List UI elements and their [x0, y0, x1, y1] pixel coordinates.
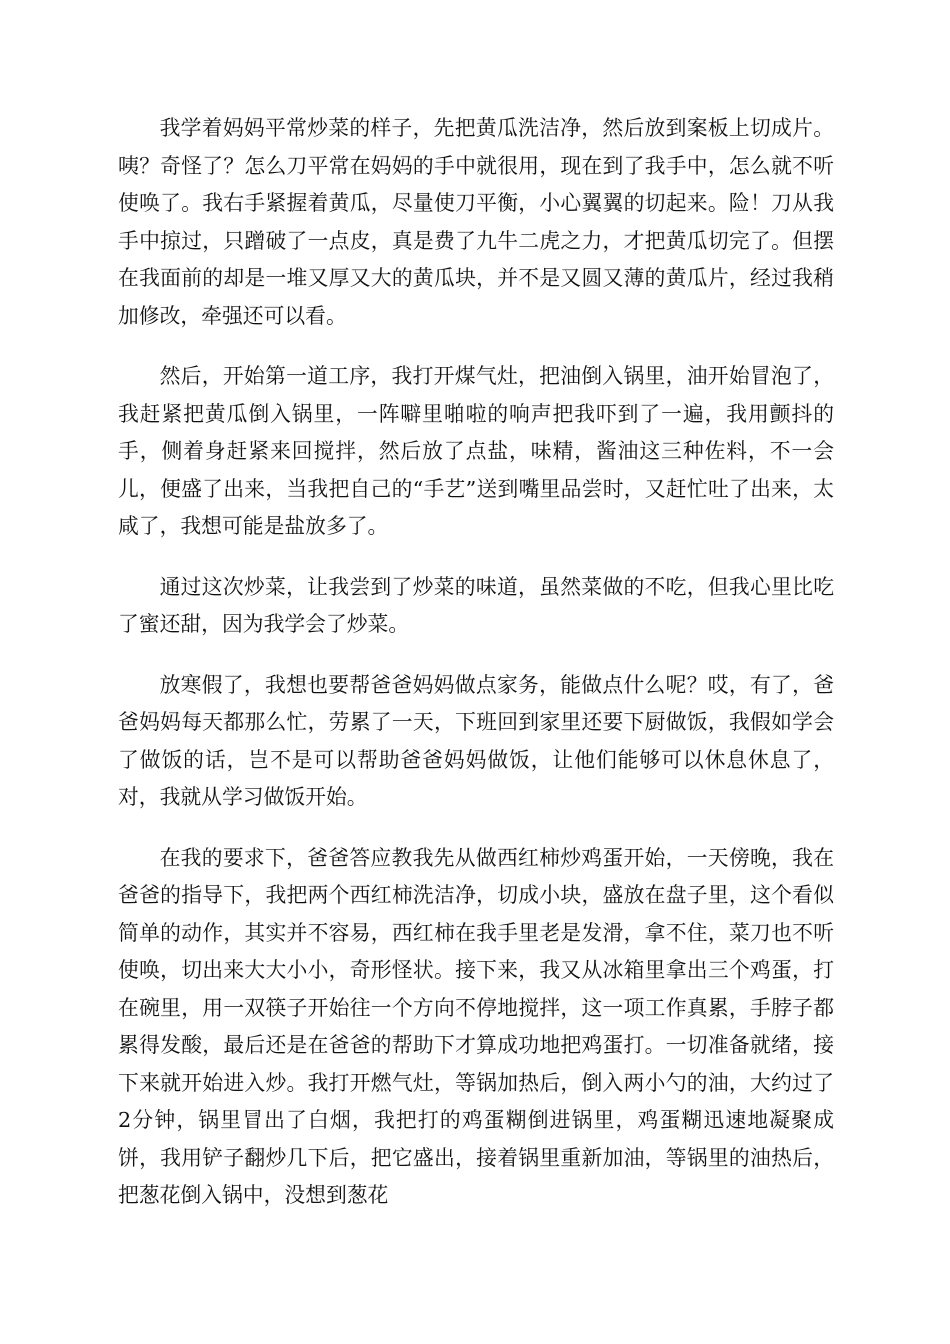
paragraph-1: 我学着妈妈平常炒菜的样子，先把黄瓜洗洁净，然后放到案板上切成片。咦？奇怪了？怎么刀平常在妈妈的手中就很用，现在到了我手中，怎么就不听使唤了。我右手紧握着黄瓜，尽量使刀平衡，小心翼翼的切起来。险！刀从我手中掠过，只蹭破了一点皮，真是费了九牛二虎之力，才把黄瓜切完了。但摆在我面前的却是一堆又厚又大的黄瓜块，并不是又圆又薄的黄瓜片，经过我稍加修改，牵强还可以看。 [118, 116, 834, 328]
document-page [118, 110, 834, 1238]
paragraph-5: 在我的要求下，爸爸答应教我先从做西红柿炒鸡蛋开始，一天傍晚，我在爸爸的指导下，我把两个西红柿洗洁净，切成小块，盛放在盘子里，这个看似简单的动作，其实并不容易，西红柿在我手里老是发滑，拿不住，菜刀也不听使唤，切出来大大小小，奇形怪状。接下来，我又从冰箱里拿出三个鸡蛋，打在碗里，用一双筷子开始往一个方向不停地搅拌，这一项工作真累，手脖子都累得发酸，最后还是在爸爸的帮助下才算成功地把鸡蛋打。一切准备就绪，接下来就开始进入炒。我打开燃气灶，等锅加热后，倒入两小勺的油，大约过了2分钟，锅里冒出了白烟，我把打的鸡蛋糊倒进锅里，鸡蛋糊迅速地凝聚成饼，我用铲子翻炒几下后，把它盛出，接着锅里重新加油，等锅里的油热后，把葱花倒入锅中，没想到葱花 [118, 845, 834, 1207]
paragraph-3: 通过这次炒菜，让我尝到了炒菜的味道，虽然菜做的不吃，但我心里比吃了蜜还甜，因为我学会了炒菜。 [118, 574, 834, 636]
paragraph-4: 放寒假了，我想也要帮爸爸妈妈做点家务，能做点什么呢？哎，有了，爸爸妈妈每天都那么忙，劳累了一天，下班回到家里还要下厨做饭，我假如学会了做饭的话，岂不是可以帮助爸爸妈妈做饭，让他们能够可以休息休息了，对，我就从学习做饭开始。 [118, 672, 834, 809]
paragraph-2: 然后，开始第一道工序，我打开煤气灶，把油倒入锅里，油开始冒泡了，我赶紧把黄瓜倒入锅里，一阵噼里啪啦的响声把我吓到了一遍，我用颤抖的手，侧着身赶紧来回搅拌，然后放了点盐，味精，酱油这三种佐料，不一会儿，便盛了出来，当我把自己的“手艺”送到嘴里品尝时，又赶忙吐了出来，太咸了，我想可能是盐放多了。 [118, 364, 834, 538]
